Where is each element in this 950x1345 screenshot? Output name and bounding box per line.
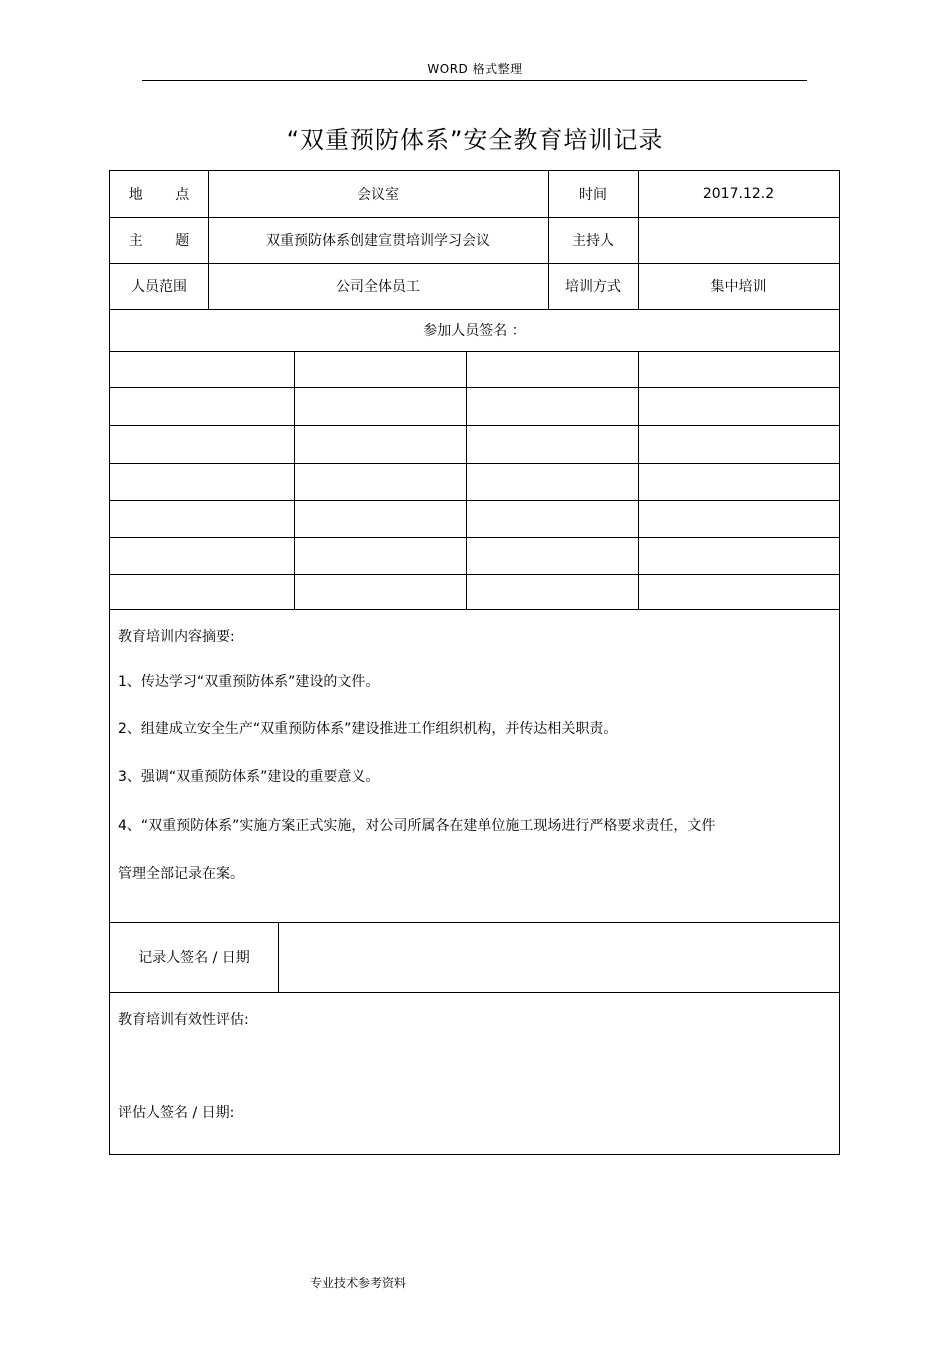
row-divider	[110, 463, 839, 464]
location-value: 会议室	[357, 187, 399, 203]
summary-label: 教育培训内容摘要:	[118, 629, 235, 645]
row-divider	[110, 537, 839, 538]
row-divider	[110, 425, 839, 426]
page-footer: 专业技术参考资料	[310, 1276, 407, 1290]
summary-item: 2、组建成立安全生产“双重预防体系”建设推进工作组织机构，并传达相关职责。	[118, 721, 618, 737]
row-divider	[110, 609, 839, 610]
method-label: 培训方式	[565, 279, 621, 295]
document-title: “双重预防体系”安全教育培训记录	[286, 126, 664, 154]
time-value: 2017.12.2	[702, 186, 775, 202]
summary-item: 管理全部记录在案。	[118, 866, 244, 882]
topic-label: 主 题	[128, 233, 204, 249]
training-record-form	[109, 170, 840, 1155]
row-divider	[110, 387, 839, 388]
summary-item: 1、传达学习“双重预防体系”建设的文件。	[118, 674, 380, 690]
row-divider	[110, 574, 839, 575]
topic-value: 双重预防体系创建宣贯培训学习会议	[266, 233, 490, 249]
host-label: 主持人	[572, 233, 614, 249]
host-value	[638, 217, 839, 263]
location-label: 地 点	[128, 187, 204, 203]
evaluation-label: 教育培训有效性评估:	[118, 1012, 249, 1028]
column-divider	[278, 922, 279, 992]
column-divider	[294, 351, 295, 609]
column-divider	[466, 351, 467, 609]
scope-label: 人员范围	[131, 279, 187, 295]
header-rule	[142, 80, 807, 81]
summary-item: 3、强调“双重预防体系”建设的重要意义。	[118, 769, 380, 785]
attendee-signature-label: 参加人员签名 ：	[423, 323, 526, 339]
summary-item: 4、“双重预防体系”实施方案正式实施，对公司所属各在建单位施工现场进行严格要求责任，文件	[118, 818, 716, 834]
scope-value: 公司全体员工	[336, 279, 420, 295]
time-label: 时间	[579, 187, 607, 203]
row-divider	[110, 992, 839, 993]
column-divider	[638, 351, 639, 609]
page-header: WORD 格式整理	[427, 62, 523, 76]
recorder-signature-label: 记录人签名 / 日期	[138, 950, 250, 966]
row-divider	[110, 351, 839, 352]
row-divider	[110, 500, 839, 501]
evaluator-signature-label: 评估人签名 / 日期:	[118, 1105, 235, 1121]
method-value: 集中培训	[710, 279, 767, 295]
